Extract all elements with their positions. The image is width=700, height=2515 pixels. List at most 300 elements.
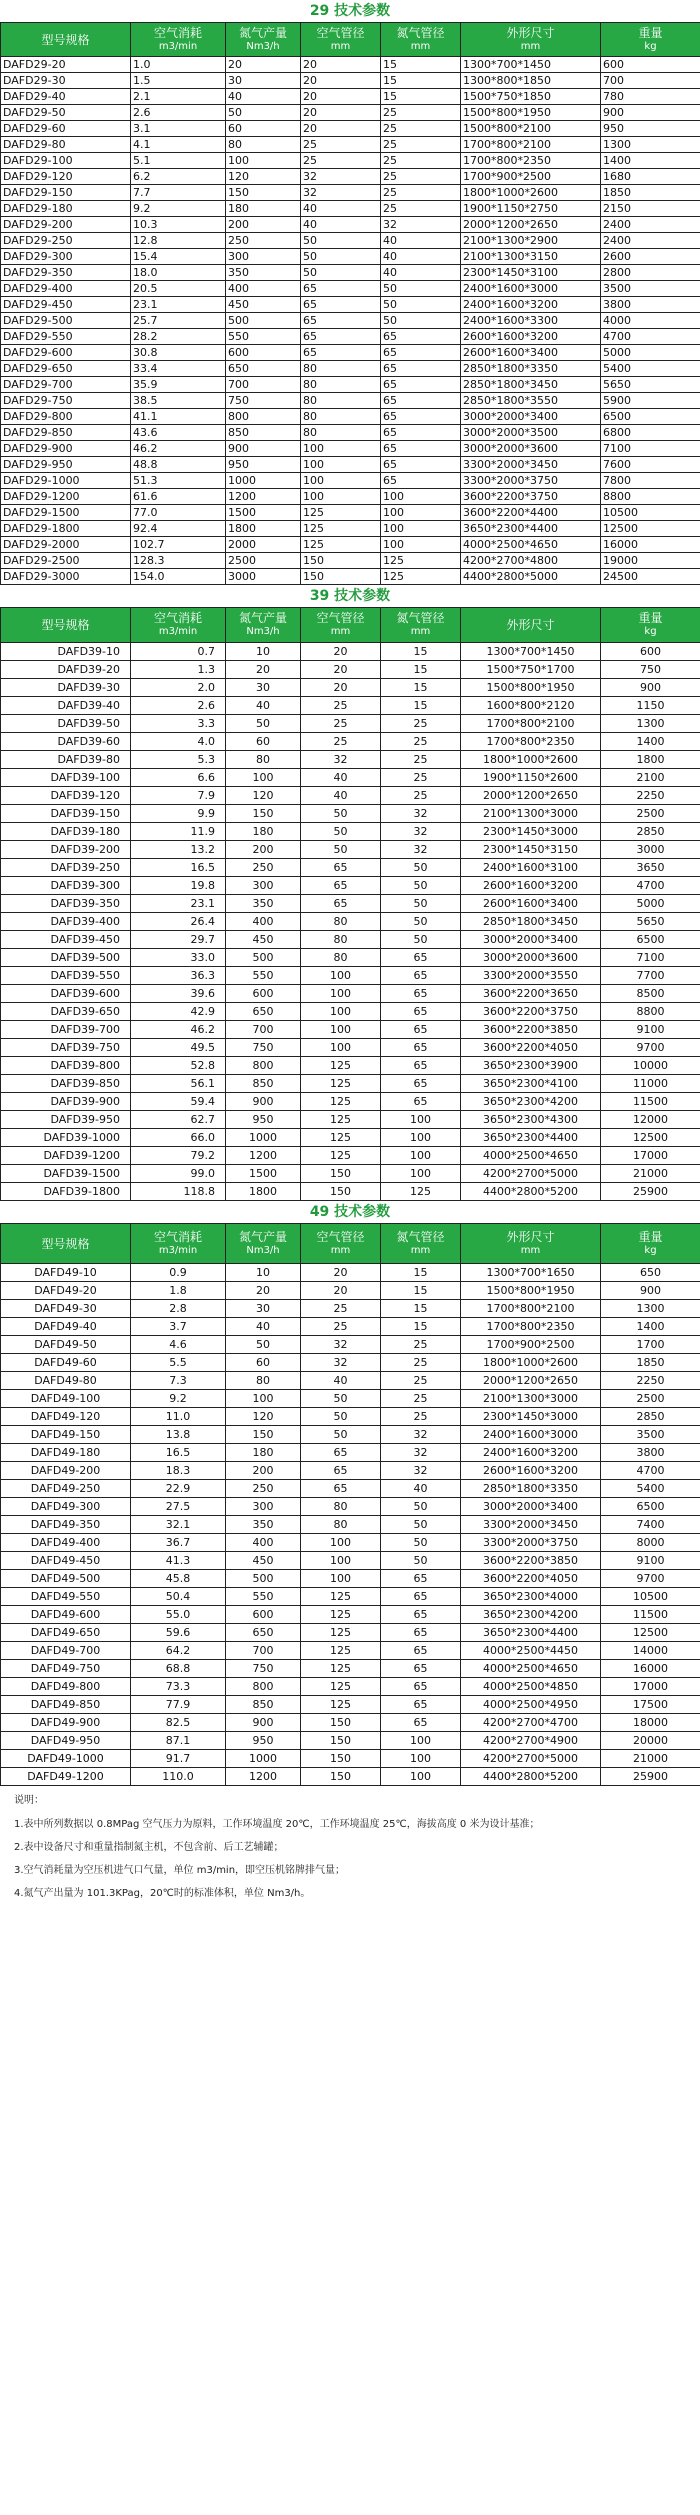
col-model-cell: DAFD49-40 (1, 1318, 131, 1336)
col-nitrogen-pipe-cell: 65 (381, 1624, 461, 1642)
col-air-consumption-cell: 9.2 (131, 1390, 226, 1408)
table-row (1, 121, 700, 137)
col-air-consumption-cell: 5.1 (131, 153, 226, 169)
col-air-consumption-cell: 4.6 (131, 1336, 226, 1354)
col-nitrogen-pipe-cell: 50 (381, 931, 461, 949)
col-weight-cell: 2400 (601, 217, 700, 233)
table-row (1, 457, 700, 473)
table-row (1, 521, 700, 537)
notes-title: 说明： (14, 1795, 44, 1806)
col-nitrogen-output-cell: 400 (226, 281, 301, 297)
col-model-cell: DAFD29-300 (1, 249, 131, 265)
col-nitrogen-pipe-cell: 65 (381, 441, 461, 457)
table-row (1, 153, 700, 169)
col-weight-cell: 9700 (601, 1570, 700, 1588)
col-air-pipe-cell: 65 (301, 1462, 381, 1480)
table-row (1, 931, 700, 949)
col-weight-cell: 4700 (601, 877, 700, 895)
col-dimensions-cell: 3600*2200*4050 (461, 1570, 601, 1588)
col-dimensions-header (461, 1224, 601, 1264)
col-nitrogen-output-cell: 900 (226, 1714, 301, 1732)
col-nitrogen-output-cell: 300 (226, 249, 301, 265)
col-weight-cell: 11500 (601, 1606, 700, 1624)
section-49 (0, 1201, 700, 1786)
col-dimensions-cell: 3650*2300*4300 (461, 1111, 601, 1129)
col-air-consumption-cell: 30.8 (131, 345, 226, 361)
col-air-consumption-cell: 28.2 (131, 329, 226, 345)
col-nitrogen-output-cell: 600 (226, 345, 301, 361)
col-model-cell: DAFD29-350 (1, 265, 131, 281)
col-air-pipe-cell: 125 (301, 1147, 381, 1165)
col-dimensions-cell: 1500*750*1700 (461, 661, 601, 679)
col-nitrogen-output-cell: 1000 (226, 1129, 301, 1147)
col-model-cell: DAFD49-600 (1, 1606, 131, 1624)
col-weight-cell: 9100 (601, 1021, 700, 1039)
col-weight-cell: 2500 (601, 805, 700, 823)
table-row (1, 805, 700, 823)
col-nitrogen-pipe-cell: 15 (381, 57, 461, 73)
col-model-cell: DAFD29-900 (1, 441, 131, 457)
table-row (1, 1300, 700, 1318)
col-dimensions-cell: 1700*800*2100 (461, 1300, 601, 1318)
col-nitrogen-pipe-cell: 100 (381, 1147, 461, 1165)
col-weight-cell: 4700 (601, 329, 700, 345)
col-nitrogen-output-cell: 650 (226, 1003, 301, 1021)
table-row (1, 265, 700, 281)
col-dimensions-cell: 2600*1600*3200 (461, 877, 601, 895)
col-model-cell: DAFD29-750 (1, 393, 131, 409)
col-air-pipe-cell: 25 (301, 697, 381, 715)
col-model-header (1, 23, 131, 57)
header-unit: mm (520, 1244, 541, 1256)
col-air-pipe-header (301, 608, 381, 643)
col-nitrogen-output-cell: 1200 (226, 1768, 301, 1786)
col-dimensions-cell: 1900*1150*2600 (461, 769, 601, 787)
col-dimensions-cell: 1500*800*1950 (461, 679, 601, 697)
col-air-consumption-cell: 1.5 (131, 73, 226, 89)
col-weight-cell: 14000 (601, 1642, 700, 1660)
col-nitrogen-pipe-cell: 65 (381, 1606, 461, 1624)
col-nitrogen-output-cell: 1000 (226, 1750, 301, 1768)
section-title: 49 技术参数 (309, 1204, 391, 1220)
col-weight-cell: 1850 (601, 1354, 700, 1372)
col-weight-cell: 5900 (601, 393, 700, 409)
col-air-pipe-cell: 125 (301, 1660, 381, 1678)
col-air-consumption-cell: 16.5 (131, 859, 226, 877)
col-air-pipe-cell: 150 (301, 1732, 381, 1750)
col-nitrogen-pipe-cell: 15 (381, 1282, 461, 1300)
col-weight-cell: 8000 (601, 1534, 700, 1552)
col-weight-cell: 1300 (601, 1300, 700, 1318)
col-air-pipe-cell: 50 (301, 233, 381, 249)
notes (0, 1786, 700, 1903)
col-air-pipe-cell: 25 (301, 733, 381, 751)
col-dimensions-cell: 3300*2000*3450 (461, 457, 601, 473)
col-weight-cell: 12500 (601, 1129, 700, 1147)
col-dimensions-cell: 4200*2700*4900 (461, 1732, 601, 1750)
col-nitrogen-pipe-cell: 32 (381, 1462, 461, 1480)
col-model-cell: DAFD39-50 (1, 715, 131, 733)
col-nitrogen-pipe-cell: 100 (381, 489, 461, 505)
table-row (1, 1075, 700, 1093)
col-dimensions-cell: 3650*2300*4100 (461, 1075, 601, 1093)
col-weight-header (601, 23, 700, 57)
col-nitrogen-pipe-cell: 25 (381, 121, 461, 137)
col-air-consumption-cell: 77.0 (131, 505, 226, 521)
col-model-cell: DAFD39-150 (1, 805, 131, 823)
col-model-cell: DAFD49-700 (1, 1642, 131, 1660)
table-row (1, 1552, 700, 1570)
col-nitrogen-pipe-cell: 50 (381, 859, 461, 877)
col-nitrogen-output-cell: 750 (226, 1039, 301, 1057)
col-model-cell: DAFD29-180 (1, 201, 131, 217)
col-air-pipe-cell: 20 (301, 89, 381, 105)
col-nitrogen-output-cell: 750 (226, 393, 301, 409)
col-air-consumption-cell: 0.7 (131, 643, 226, 661)
col-dimensions-cell: 2600*1600*3400 (461, 895, 601, 913)
col-air-consumption-cell: 9.2 (131, 201, 226, 217)
col-air-pipe-cell: 80 (301, 361, 381, 377)
table-row (1, 1021, 700, 1039)
col-nitrogen-pipe-cell: 125 (381, 1183, 461, 1201)
col-weight-cell: 780 (601, 89, 700, 105)
header-label: 氮气管径 (396, 1229, 445, 1244)
col-nitrogen-pipe-cell: 25 (381, 169, 461, 185)
col-weight-cell: 2400 (601, 233, 700, 249)
col-dimensions-cell: 2300*1450*3000 (461, 823, 601, 841)
col-air-consumption-cell: 102.7 (131, 537, 226, 553)
col-air-consumption-cell: 39.6 (131, 985, 226, 1003)
table-row (1, 89, 700, 105)
col-air-consumption-cell: 46.2 (131, 441, 226, 457)
col-nitrogen-output-cell: 500 (226, 949, 301, 967)
col-dimensions-cell: 4200*2700*4800 (461, 553, 601, 569)
col-air-consumption-cell: 4.0 (131, 733, 226, 751)
table-body (1, 1264, 700, 1786)
header-label: 空气消耗 (153, 25, 202, 40)
table-row (1, 441, 700, 457)
col-air-pipe-cell: 65 (301, 1444, 381, 1462)
table-body (1, 643, 700, 1201)
col-weight-cell: 24500 (601, 569, 700, 585)
col-weight-cell: 1150 (601, 697, 700, 715)
col-weight-cell: 9700 (601, 1039, 700, 1057)
col-nitrogen-pipe-cell: 65 (381, 393, 461, 409)
col-model-cell: DAFD49-950 (1, 1732, 131, 1750)
col-nitrogen-pipe-cell: 50 (381, 1516, 461, 1534)
col-model-header (1, 608, 131, 643)
col-air-consumption-cell: 15.4 (131, 249, 226, 265)
col-air-pipe-cell: 25 (301, 1300, 381, 1318)
col-air-consumption-cell: 48.8 (131, 457, 226, 473)
table-row (1, 1093, 700, 1111)
col-air-pipe-cell: 65 (301, 877, 381, 895)
col-model-cell: DAFD29-250 (1, 233, 131, 249)
col-nitrogen-pipe-cell: 65 (381, 1714, 461, 1732)
col-weight-cell: 900 (601, 679, 700, 697)
col-nitrogen-output-cell: 900 (226, 441, 301, 457)
col-model-cell: DAFD39-250 (1, 859, 131, 877)
col-weight-cell: 9100 (601, 1552, 700, 1570)
col-model-cell: DAFD49-350 (1, 1516, 131, 1534)
col-weight-cell: 3500 (601, 1426, 700, 1444)
col-weight-cell: 650 (601, 1264, 700, 1282)
col-nitrogen-output-cell: 180 (226, 201, 301, 217)
col-dimensions-cell: 2600*1600*3400 (461, 345, 601, 361)
col-nitrogen-pipe-cell: 15 (381, 679, 461, 697)
col-weight-cell: 600 (601, 57, 700, 73)
col-model-cell: DAFD39-300 (1, 877, 131, 895)
col-weight-cell: 950 (601, 121, 700, 137)
col-model-cell: DAFD29-200 (1, 217, 131, 233)
col-air-pipe-cell: 125 (301, 1588, 381, 1606)
col-dimensions-cell: 2400*1600*3000 (461, 1426, 601, 1444)
col-weight-cell: 2850 (601, 1408, 700, 1426)
col-air-pipe-cell: 100 (301, 473, 381, 489)
col-air-consumption-cell: 99.0 (131, 1165, 226, 1183)
col-air-pipe-cell: 125 (301, 1075, 381, 1093)
col-air-consumption-cell: 10.3 (131, 217, 226, 233)
col-air-consumption-cell: 33.4 (131, 361, 226, 377)
col-air-consumption-cell: 1.3 (131, 661, 226, 679)
table-row (1, 57, 700, 73)
col-nitrogen-pipe-cell: 100 (381, 521, 461, 537)
col-air-consumption-cell: 64.2 (131, 1642, 226, 1660)
col-weight-cell: 18000 (601, 1714, 700, 1732)
col-air-consumption-cell: 87.1 (131, 1732, 226, 1750)
col-model-cell: DAFD49-1200 (1, 1768, 131, 1786)
note-line: 2.表中设备尺寸和重量指制氮主机，不包含前、后工艺辅罐； (14, 1842, 284, 1853)
col-weight-cell: 3800 (601, 1444, 700, 1462)
col-dimensions-cell: 3600*2200*3750 (461, 1003, 601, 1021)
col-dimensions-cell: 2100*1300*2900 (461, 233, 601, 249)
col-weight-cell: 12000 (601, 1111, 700, 1129)
col-model-cell: DAFD49-20 (1, 1282, 131, 1300)
col-weight-cell: 5650 (601, 377, 700, 393)
col-nitrogen-pipe-cell: 15 (381, 643, 461, 661)
col-nitrogen-pipe-cell: 65 (381, 1588, 461, 1606)
col-model-cell: DAFD39-800 (1, 1057, 131, 1075)
col-air-consumption-cell: 1.8 (131, 1282, 226, 1300)
col-nitrogen-pipe-cell: 65 (381, 1057, 461, 1075)
col-nitrogen-pipe-cell: 65 (381, 1642, 461, 1660)
col-dimensions-cell: 4200*2700*5000 (461, 1750, 601, 1768)
col-weight-cell: 1400 (601, 153, 700, 169)
col-dimensions-cell: 2100*1300*3150 (461, 249, 601, 265)
col-weight-cell: 7600 (601, 457, 700, 473)
col-dimensions-cell: 2850*1800*3450 (461, 913, 601, 931)
col-nitrogen-pipe-cell: 125 (381, 553, 461, 569)
col-nitrogen-output-cell: 400 (226, 913, 301, 931)
table-row (1, 473, 700, 489)
col-air-consumption-cell: 3.1 (131, 121, 226, 137)
col-nitrogen-output-cell: 40 (226, 697, 301, 715)
col-nitrogen-pipe-cell: 65 (381, 473, 461, 489)
col-air-pipe-cell: 100 (301, 1534, 381, 1552)
col-model-cell: DAFD29-500 (1, 313, 131, 329)
table-row (1, 1444, 700, 1462)
col-nitrogen-output-cell: 120 (226, 169, 301, 185)
header-label: 氮气产量 (238, 611, 287, 625)
col-model-cell: DAFD29-80 (1, 137, 131, 153)
col-air-pipe-cell: 25 (301, 1318, 381, 1336)
col-air-pipe-cell: 20 (301, 1264, 381, 1282)
col-air-consumption-cell: 118.8 (131, 1183, 226, 1201)
col-dimensions-cell: 3600*2200*4050 (461, 1039, 601, 1057)
table-row (1, 1462, 700, 1480)
col-air-consumption-cell: 35.9 (131, 377, 226, 393)
col-nitrogen-pipe-cell: 32 (381, 1444, 461, 1462)
col-weight-cell: 1300 (601, 137, 700, 153)
col-dimensions-cell: 2000*1200*2650 (461, 1372, 601, 1390)
col-nitrogen-output-cell: 300 (226, 877, 301, 895)
col-model-cell: DAFD29-800 (1, 409, 131, 425)
col-model-cell: DAFD39-500 (1, 949, 131, 967)
col-model-cell: DAFD29-30 (1, 73, 131, 89)
col-nitrogen-pipe-cell: 50 (381, 1552, 461, 1570)
col-model-cell: DAFD49-60 (1, 1354, 131, 1372)
table-row (1, 1696, 700, 1714)
table-row (1, 787, 700, 805)
spec-table (0, 607, 700, 1201)
col-air-pipe-cell: 40 (301, 1372, 381, 1390)
col-air-consumption-cell: 68.8 (131, 1660, 226, 1678)
col-air-pipe-cell: 100 (301, 985, 381, 1003)
col-air-consumption-cell: 23.1 (131, 297, 226, 313)
table-row (1, 661, 700, 679)
col-nitrogen-output-cell: 550 (226, 1588, 301, 1606)
col-nitrogen-output-cell: 350 (226, 895, 301, 913)
table-row (1, 201, 700, 217)
col-air-pipe-cell: 80 (301, 913, 381, 931)
col-weight-cell: 5400 (601, 1480, 700, 1498)
col-weight-cell: 3000 (601, 841, 700, 859)
table-row (1, 1570, 700, 1588)
col-model-cell: DAFD29-650 (1, 361, 131, 377)
col-nitrogen-output-cell: 800 (226, 409, 301, 425)
table-row (1, 313, 700, 329)
col-nitrogen-output-cell: 2000 (226, 537, 301, 553)
col-weight-cell: 10500 (601, 505, 700, 521)
col-air-consumption-cell: 154.0 (131, 569, 226, 585)
col-dimensions-cell: 3650*2300*3900 (461, 1057, 601, 1075)
table-row (1, 409, 700, 425)
col-weight-cell: 2500 (601, 1390, 700, 1408)
col-dimensions-header (461, 23, 601, 57)
col-dimensions-cell: 3000*2000*3500 (461, 425, 601, 441)
table-row (1, 361, 700, 377)
col-nitrogen-pipe-cell: 65 (381, 1678, 461, 1696)
section-39 (0, 585, 700, 1201)
col-air-consumption-cell: 22.9 (131, 1480, 226, 1498)
col-dimensions-cell: 1300*700*1650 (461, 1264, 601, 1282)
table-row (1, 169, 700, 185)
col-nitrogen-output-cell: 850 (226, 1075, 301, 1093)
col-air-pipe-cell: 125 (301, 1642, 381, 1660)
header-row (1, 608, 700, 643)
table-row (1, 1147, 700, 1165)
col-air-pipe-cell: 80 (301, 1516, 381, 1534)
col-air-pipe-cell: 150 (301, 569, 381, 585)
col-nitrogen-output-cell: 1000 (226, 473, 301, 489)
col-air-consumption-cell: 7.7 (131, 185, 226, 201)
col-air-pipe-cell: 25 (301, 715, 381, 733)
table-row (1, 377, 700, 393)
col-model-cell: DAFD39-200 (1, 841, 131, 859)
header-row (1, 1224, 700, 1264)
col-weight-cell: 10000 (601, 1057, 700, 1075)
header-unit: m3/min (158, 1244, 198, 1256)
col-nitrogen-pipe-cell: 25 (381, 137, 461, 153)
table-row (1, 345, 700, 361)
col-weight-cell: 7700 (601, 967, 700, 985)
table-row (1, 185, 700, 201)
col-dimensions-cell: 2850*1800*3350 (461, 1480, 601, 1498)
col-weight-cell: 750 (601, 661, 700, 679)
col-dimensions-cell: 3650*2300*4400 (461, 521, 601, 537)
col-nitrogen-output-cell: 1800 (226, 1183, 301, 1201)
col-weight-cell: 2600 (601, 249, 700, 265)
col-nitrogen-pipe-cell: 125 (381, 569, 461, 585)
col-weight-cell: 8500 (601, 985, 700, 1003)
col-model-cell: DAFD39-100 (1, 769, 131, 787)
col-nitrogen-output-cell: 600 (226, 1606, 301, 1624)
col-air-consumption-cell: 9.9 (131, 805, 226, 823)
col-dimensions-cell: 1900*1150*2750 (461, 201, 601, 217)
col-nitrogen-output-cell: 100 (226, 769, 301, 787)
col-nitrogen-output-cell: 50 (226, 715, 301, 733)
note-line: 3.空气消耗量为空压机进气口气量，单位 m3/min，即空压机铭牌排气量； (14, 1865, 346, 1876)
col-air-pipe-cell: 65 (301, 297, 381, 313)
col-nitrogen-output-cell: 50 (226, 1336, 301, 1354)
col-nitrogen-output-cell: 10 (226, 643, 301, 661)
col-model-cell: DAFD39-60 (1, 733, 131, 751)
header-label: 外形尺寸 (506, 1229, 555, 1244)
col-air-consumption-cell: 46.2 (131, 1021, 226, 1039)
header-label: 重量 (638, 25, 663, 40)
col-air-consumption-cell: 6.2 (131, 169, 226, 185)
col-air-consumption-cell: 38.5 (131, 393, 226, 409)
col-air-pipe-cell: 50 (301, 841, 381, 859)
col-weight-cell: 1300 (601, 715, 700, 733)
table-row (1, 643, 700, 661)
col-weight-cell: 16000 (601, 1660, 700, 1678)
col-air-pipe-cell: 125 (301, 505, 381, 521)
col-weight-cell: 10500 (601, 1588, 700, 1606)
header-unit: mm (410, 626, 431, 637)
table-row (1, 1768, 700, 1786)
col-nitrogen-pipe-cell: 25 (381, 769, 461, 787)
col-dimensions-cell: 1700*800*2350 (461, 733, 601, 751)
col-nitrogen-pipe-cell: 25 (381, 751, 461, 769)
col-weight-cell: 4000 (601, 313, 700, 329)
col-air-consumption-cell: 73.3 (131, 1678, 226, 1696)
col-air-consumption-cell: 59.4 (131, 1093, 226, 1111)
col-dimensions-cell: 1500*800*1950 (461, 105, 601, 121)
col-air-consumption-cell: 2.1 (131, 89, 226, 105)
table-row (1, 823, 700, 841)
col-model-cell: DAFD29-1200 (1, 489, 131, 505)
col-air-pipe-cell: 80 (301, 1498, 381, 1516)
col-air-pipe-cell: 50 (301, 1408, 381, 1426)
col-model-cell: DAFD49-650 (1, 1624, 131, 1642)
col-nitrogen-pipe-cell: 32 (381, 823, 461, 841)
col-dimensions-cell: 4000*2500*4650 (461, 537, 601, 553)
col-weight-cell: 12500 (601, 521, 700, 537)
col-air-consumption-cell: 1.0 (131, 57, 226, 73)
header-label: 型号规格 (41, 32, 90, 47)
header-unit: mm (330, 1244, 351, 1256)
